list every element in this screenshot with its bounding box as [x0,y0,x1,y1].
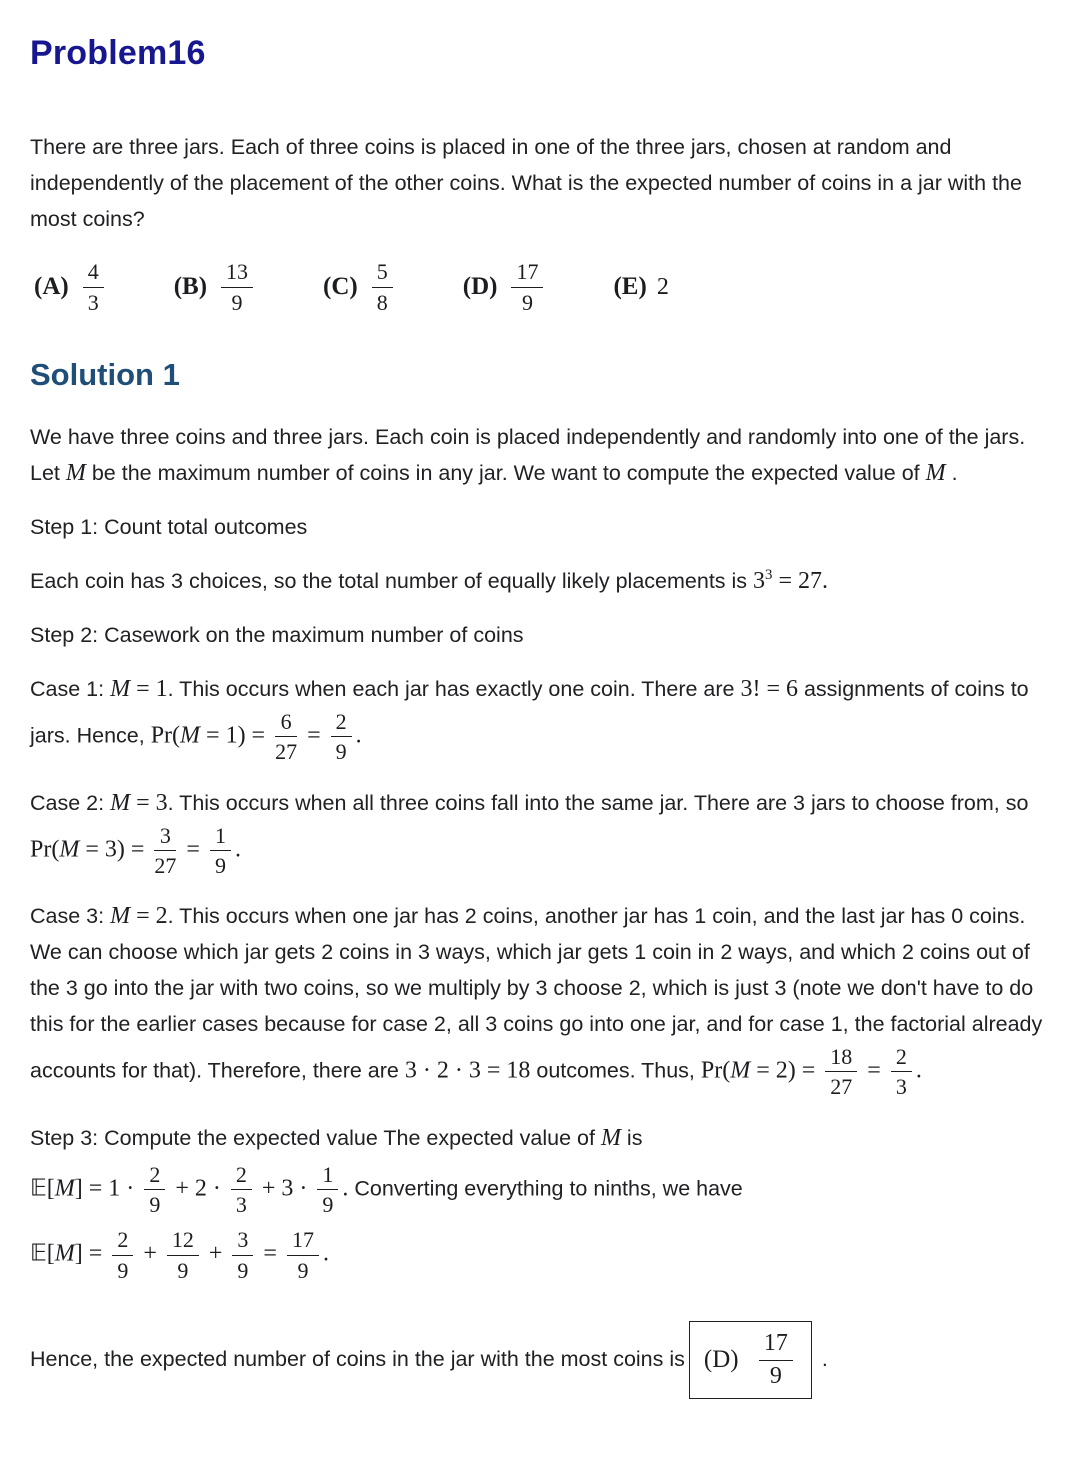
math-variable: M [180,722,201,749]
fraction-numerator: 3 [154,823,176,851]
fraction-numerator: 6 [275,709,297,737]
math-variable: M [110,789,131,816]
fraction-denominator: 27 [275,739,298,765]
fraction-denominator: 3 [895,1074,907,1100]
choice [34,257,108,317]
text-run: assignments of coins to jars. Hence, [30,677,1035,748]
math-run: 3 · 2 · 3 = 18 [404,1057,531,1084]
math-run: Pr( [150,722,181,749]
fraction-denominator: 9 [149,1192,161,1218]
problem-statement: There are three jars. Each of three coins is placed in one of the three jars, chosen at random and independently of the placement of the other coins. What is the expected number of coins in a jar with the most coins? [30,135,1022,231]
fraction [221,259,253,315]
fraction [759,1330,793,1390]
fraction-denominator: 9 [231,289,243,315]
choice-label: (C) [323,273,358,300]
math-run: = 2 [130,903,168,930]
math-run: . [915,1057,922,1084]
fraction [275,709,297,765]
answer-choices [34,251,1050,323]
text-run: Each coin has 3 choices, so the total number of equally likely placements is [30,569,754,593]
fraction-numerator: 2 [144,1162,165,1190]
text-run: We have three coins and three jars. Each coin is placed independently and randomly into one of the jars. Let [30,425,1032,485]
fraction-denominator: 3 [235,1192,247,1218]
fraction [210,823,231,879]
conclusion-line [30,1321,1050,1399]
math-run: ] = 1 · [74,1175,141,1202]
fraction-denominator: 27 [154,852,177,878]
math-run: = [861,1057,887,1084]
text-run: . [945,461,958,485]
math-run: Pr( [30,836,60,863]
choice [463,257,548,317]
fraction-numerator: 4 [83,259,104,287]
fraction-numerator: 1 [210,823,231,851]
fraction [232,1227,253,1283]
fraction-numerator: 17 [759,1330,793,1361]
text-run: Converting everything to ninths, we have [348,1176,743,1201]
math-run: . [342,1175,349,1202]
math-run: + [202,1240,229,1267]
choice [174,257,257,317]
fraction [167,1227,199,1283]
math-run: Pr( [700,1057,731,1084]
solution-heading: Solution 1 [30,357,180,392]
math-run: . [234,836,241,863]
fraction [511,259,543,315]
fraction-numerator: 18 [825,1044,857,1072]
math-variable: M [54,1175,75,1202]
fraction-numerator: 13 [221,259,253,287]
fraction-denominator: 9 [237,1257,249,1283]
math-run: 3! = 6 [740,676,798,702]
fraction [331,709,352,765]
text-run: is [620,1125,643,1150]
fraction [287,1227,319,1283]
text-run: Case 2: [30,790,111,815]
choice-label: (B) [173,273,208,300]
exponent: 3 [765,567,773,583]
expected-value-formula-line1 [30,1160,1050,1220]
fraction [83,259,104,315]
fraction-numerator: 12 [167,1227,199,1255]
power-expression: $3^3$ [753,567,773,594]
case1-paragraph [30,671,1050,767]
solution-intro [30,419,1050,491]
choice-value: 2 [656,273,669,300]
fraction-denominator: 9 [521,289,533,315]
case3-paragraph [30,898,1050,1102]
math-variable: M [65,460,86,486]
fraction [144,1162,165,1218]
double-struck-E: 𝔼 [30,1175,47,1202]
math-run: = [301,722,327,749]
math-run: = 1 [130,676,168,702]
text-run: Hence, the expected number of coins in the jar with the most coins is [30,1346,685,1371]
expected-value-formula-line2 [30,1225,1050,1285]
fraction-numerator: 1 [317,1162,338,1190]
choice [613,273,668,301]
math-variable: M [110,676,131,702]
text-run: Case 3: [30,904,111,929]
math-variable: M [110,903,131,930]
math-run: = [180,836,206,863]
fraction-denominator: 9 [214,852,226,878]
text-run: Step 3: Compute the expected value The expected value of [30,1125,601,1150]
step3-heading [30,1120,1050,1156]
text-run: be the maximum number of coins in any jar. We want to compute the expected value of [85,461,926,485]
math-variable: M [925,460,946,486]
fraction-numerator: 2 [112,1227,133,1255]
fraction-denominator: 8 [376,289,388,315]
choice-label: (E) [613,273,647,300]
math-variable: M [730,1057,751,1084]
math-run: . [322,1240,329,1267]
fraction-numerator: 5 [372,259,393,287]
fraction-numerator: 3 [232,1227,253,1255]
text-run: . This occurs when each jar has exactly one coin. There are [167,677,741,701]
math-run: ] = [74,1240,109,1267]
fraction [372,259,393,315]
step1-heading: Step 1: Count total outcomes [30,515,308,539]
fraction [154,823,176,879]
math-run: = 27. [772,568,829,594]
fraction [891,1044,912,1100]
fraction-denominator: 9 [322,1192,334,1218]
math-run: = 2) = [750,1057,822,1084]
math-run: = 1) = [200,722,272,749]
fraction-numerator: 2 [891,1044,912,1072]
fraction [231,1162,252,1218]
math-run: [ [46,1175,55,1202]
step2-heading: Step 2: Casework on the maximum number of coins [30,623,524,647]
math-run: = 3) = [79,836,151,863]
text-run: . This occurs when all three coins fall into the same jar. There are 3 jars to choose from, so [167,790,1035,815]
text-run: outcomes. Thus, [530,1058,701,1083]
case2-paragraph [30,785,1050,881]
fraction-denominator: 9 [335,739,347,765]
fraction-denominator: 9 [177,1257,189,1283]
double-struck-E: 𝔼 [30,1240,47,1267]
math-run: = 3 [130,789,168,816]
fraction [112,1227,133,1283]
fraction [317,1162,338,1218]
fraction-numerator: 2 [331,709,352,737]
choice [323,257,397,317]
fraction-denominator: 9 [117,1257,129,1283]
math-variable: M [600,1124,621,1151]
step1-body [30,563,1050,599]
fraction-denominator: 9 [769,1362,782,1389]
fraction-denominator: 3 [87,289,99,315]
math-run: + 2 · [169,1175,227,1202]
fraction-denominator: 9 [297,1257,309,1283]
choice-label: (D) [462,273,498,300]
math-variable: M [59,836,80,863]
text-run: . [815,1346,828,1371]
fraction-denominator: 27 [830,1074,853,1100]
math-run: . [355,722,362,749]
math-variable: M [54,1240,75,1267]
fraction-numerator: 17 [287,1227,319,1255]
choice-label: (A) [34,273,69,300]
fraction-numerator: 17 [511,259,543,287]
math-run: + 3 · [255,1175,314,1202]
fraction-numerator: 2 [231,1162,252,1190]
page-title: Problem16 [30,34,206,72]
boxed-answer [689,1321,812,1399]
math-run: (D) [703,1346,745,1374]
math-run: + [137,1240,163,1267]
math-run: [ [46,1240,55,1267]
text-run: . This occurs when one jar has 2 coins, another jar has 1 coin, and the last jar has 0 coins. We can choose which jar gets 2 coins in 3 ways, which jar gets 1 coin in 2 ways, and which 2 coins out of the 3 go into the jar with two coins, so we multiply by 3 choose 2, which is just 3 (note we don't have to do this for the earlier cases because for case 2, all 3 coins go into one jar, and for case 1, the factorial already accounts for that). Therefore, there are [30,904,1049,1083]
math-run: = [257,1240,283,1267]
text-run: Case 1: [30,677,111,701]
fraction [825,1044,857,1100]
